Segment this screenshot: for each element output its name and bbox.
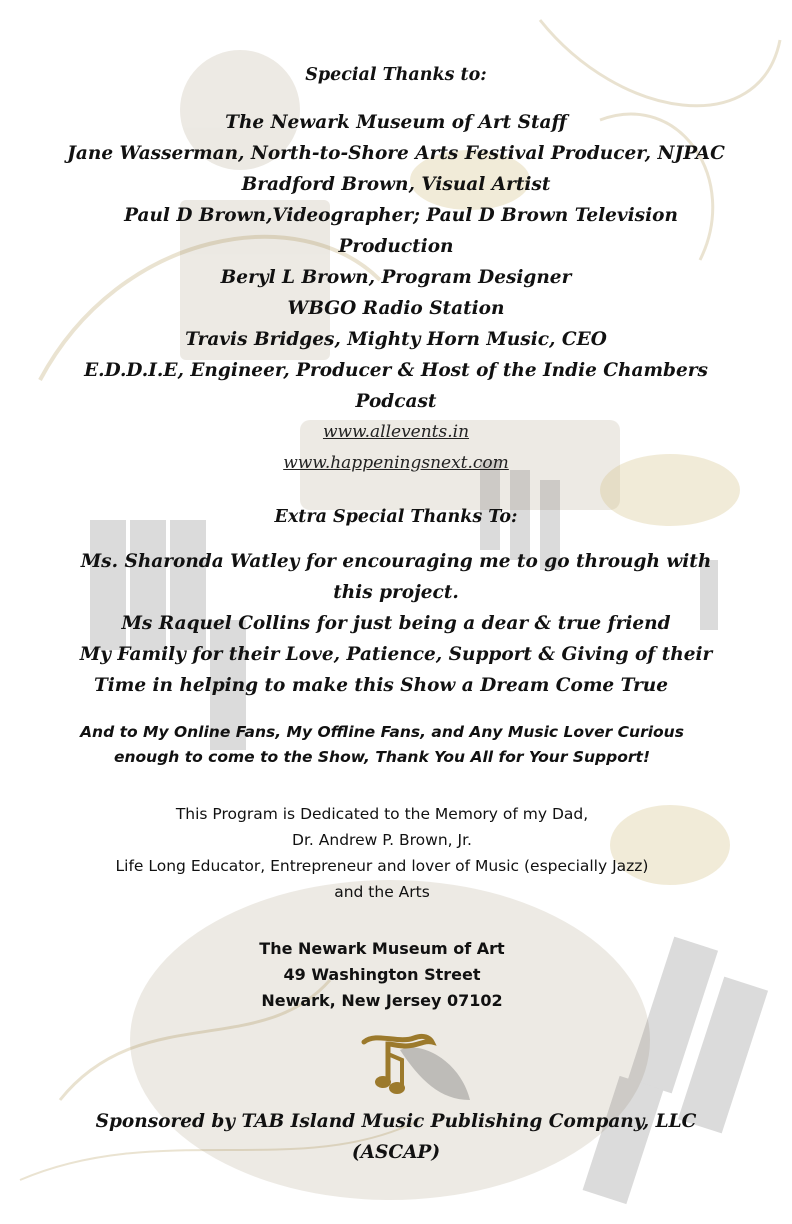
thanks-line: Bradford Brown, Visual Artist — [241, 174, 551, 195]
tab-music-note-logo-icon — [358, 1030, 438, 1100]
fans-message-line: And to My Online Fans, My Offline Fans, and Any Music Lover Curious — [80, 723, 684, 741]
sponsor-line: Sponsored by TAB Island Music Publishing Company, LLC — [95, 1111, 697, 1132]
extra-thanks-line: this project. — [333, 582, 459, 603]
dedication-line: This Program is Dedicated to the Memory of my Dad, — [175, 805, 589, 823]
thanks-line: Podcast — [355, 391, 437, 412]
thanks-line: Beryl L Brown, Program Designer — [220, 267, 572, 288]
dedication-line: Life Long Educator, Entrepreneur and lover of Music (especially Jazz) — [115, 857, 649, 875]
dedication-line: and the Arts — [334, 883, 430, 901]
extra-thanks-heading: Extra Special Thanks To: — [274, 507, 518, 527]
thanks-line: Production — [338, 236, 454, 257]
extra-thanks-section — [0, 502, 792, 701]
fans-message-line: enough to come to the Show, Thank You All for Your Support! — [113, 748, 651, 766]
thanks-line: Paul D Brown,Videographer; Paul D Brown Television — [124, 205, 678, 226]
thanks-line: E.D.D.I.E, Engineer, Producer & Host of the Indie Chambers — [84, 360, 708, 381]
thanks-line: Travis Bridges, Mighty Horn Music, CEO — [185, 329, 607, 350]
sponsor-line: (ASCAP) — [351, 1142, 441, 1163]
venue-address — [0, 936, 778, 1014]
fans-message — [0, 720, 778, 770]
thanks-line: WBGO Radio Station — [287, 298, 505, 319]
extra-thanks-line: Ms. Sharonda Watley for encouraging me to go through with — [80, 551, 712, 572]
dedication-line: Dr. Andrew P. Brown, Jr. — [292, 831, 472, 849]
allevents-link[interactable]: www.allevents.in — [322, 422, 470, 442]
special-thanks-heading: Special Thanks to: — [305, 65, 487, 85]
happeningsnext-link[interactable]: www.happeningsnext.com — [283, 453, 509, 473]
thanks-line: Jane Wasserman, North-to-Shore Arts Festival Producer, NJPAC — [67, 143, 725, 164]
venue-street: 49 Washington Street — [283, 965, 481, 984]
dedication-section — [0, 801, 778, 905]
venue-name: The Newark Museum of Art — [259, 939, 505, 958]
extra-thanks-line: My Family for their Love, Patience, Support & Giving of their — [79, 644, 713, 665]
sponsor-section — [0, 1106, 792, 1168]
special-thanks-section — [0, 60, 792, 479]
venue-city: Newark, New Jersey 07102 — [261, 991, 503, 1010]
thanks-line: The Newark Museum of Art Staff — [225, 112, 567, 133]
extra-thanks-line: Time in helping to make this Show a Dream Come True — [93, 675, 669, 696]
extra-thanks-line: Ms Raquel Collins for just being a dear & true friend — [121, 613, 671, 634]
